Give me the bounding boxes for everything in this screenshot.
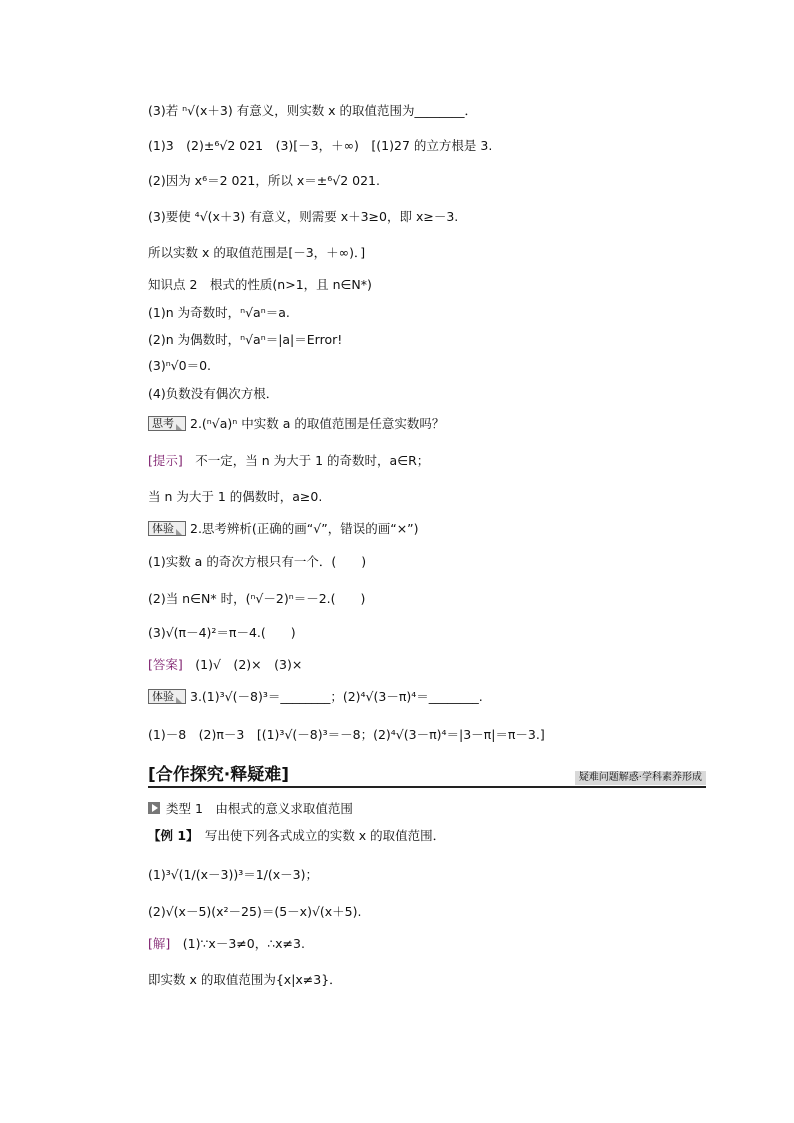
answer-line-3: (3)要使 ⁴√(x＋3) 有意义，则需要 x＋3≥0，即 x≥－3. bbox=[148, 209, 459, 224]
answer-label: [答案] bbox=[148, 657, 183, 672]
think-tag: 思考 bbox=[148, 416, 186, 431]
example-1-b: (2)√(x－5)(x²－25)＝(5－x)√(x＋5). bbox=[148, 904, 362, 919]
experience-tag: 体验 bbox=[148, 521, 186, 536]
experience-2 bbox=[148, 520, 706, 538]
hint-label: [提示] bbox=[148, 453, 183, 468]
example-1-a: (1)³√(1/(x－3))³＝1/(x－3)； bbox=[148, 867, 318, 882]
experience-3 bbox=[148, 688, 706, 706]
solution-text: (1)∵x－3≠0，∴x≠3. bbox=[170, 936, 305, 951]
answer-line-4: 所以实数 x 的取值范围是[－3，＋∞)．] bbox=[148, 245, 366, 260]
property-1: (1)n 为奇数时，ⁿ√aⁿ＝a. bbox=[148, 305, 290, 320]
answer-text: (1)√ (2)× (3)× bbox=[182, 657, 303, 672]
question-3: (3)若 ⁿ√(x＋3) 有意义，则实数 x 的取值范围为________． bbox=[148, 103, 478, 118]
solution-label: [解] bbox=[148, 936, 171, 951]
hint-line-1 bbox=[148, 452, 706, 470]
exercise-1: (1)实数 a 的奇次方根只有一个．( ) bbox=[148, 554, 367, 569]
example-1-text: 写出使下列各式成立的实数 x 的取值范围． bbox=[192, 828, 446, 843]
example-1 bbox=[148, 827, 706, 845]
play-triangle-icon bbox=[148, 802, 160, 814]
section-header bbox=[148, 760, 706, 788]
hint-text: 不一定，当 n 为大于 1 的奇数时，a∈R； bbox=[182, 453, 430, 468]
experience-3-answer: (1)－8 (2)π－3 [(1)³√(－8)³＝－8；(2)⁴√(3－π)⁴＝|3－π|＝π－3.] bbox=[148, 727, 545, 742]
think-2 bbox=[148, 415, 706, 433]
exercise-3: (3)√(π－4)²＝π－4.( ) bbox=[148, 625, 296, 640]
exercise-2: (2)当 n∈N* 时，(ⁿ√－2)ⁿ＝－2.( ) bbox=[148, 591, 366, 606]
answer-line-1: (1)3 (2)±⁶√2 021 (3)[－3，＋∞) [(1)27 的立方根是 3. bbox=[148, 138, 493, 153]
section-subtitle: 疑难问题解惑·学科素养形成 bbox=[575, 771, 706, 785]
solution-1 bbox=[148, 935, 706, 953]
answer-key bbox=[148, 656, 706, 674]
hint-line-2: 当 n 为大于 1 的偶数时，a≥0. bbox=[148, 489, 323, 504]
property-2: (2)n 为偶数时，ⁿ√aⁿ＝|a|＝Error! bbox=[148, 332, 343, 347]
solution-2: 即实数 x 的取值范围为{x|x≠3}． bbox=[148, 972, 342, 987]
property-4: (4)负数没有偶次方根． bbox=[148, 386, 279, 401]
property-3: (3)ⁿ√0＝0. bbox=[148, 358, 212, 373]
section-title: [合作探究·释疑难] bbox=[148, 765, 289, 785]
experience-tag-2: 体验 bbox=[148, 689, 186, 704]
knowledge-point-2: 知识点 2 根式的性质(n>1，且 n∈N*) bbox=[148, 277, 372, 292]
type-1-text: 类型 1 由根式的意义求取值范围 bbox=[166, 801, 353, 816]
example-1-label: 【例 1】 bbox=[148, 828, 193, 843]
think-2-text: 2.(ⁿ√a)ⁿ 中实数 a 的取值范围是任意实数吗？ bbox=[190, 416, 445, 431]
experience-2-text: 2.思考辨析(正确的画“√”，错误的画“×”) bbox=[190, 521, 419, 536]
answer-line-2: (2)因为 x⁶＝2 021，所以 x＝±⁶√2 021. bbox=[148, 173, 380, 188]
experience-3-text: 3.(1)³√(－8)³＝________；(2)⁴√(3－π)⁴＝________. bbox=[190, 689, 483, 704]
type-1-heading bbox=[148, 800, 706, 818]
